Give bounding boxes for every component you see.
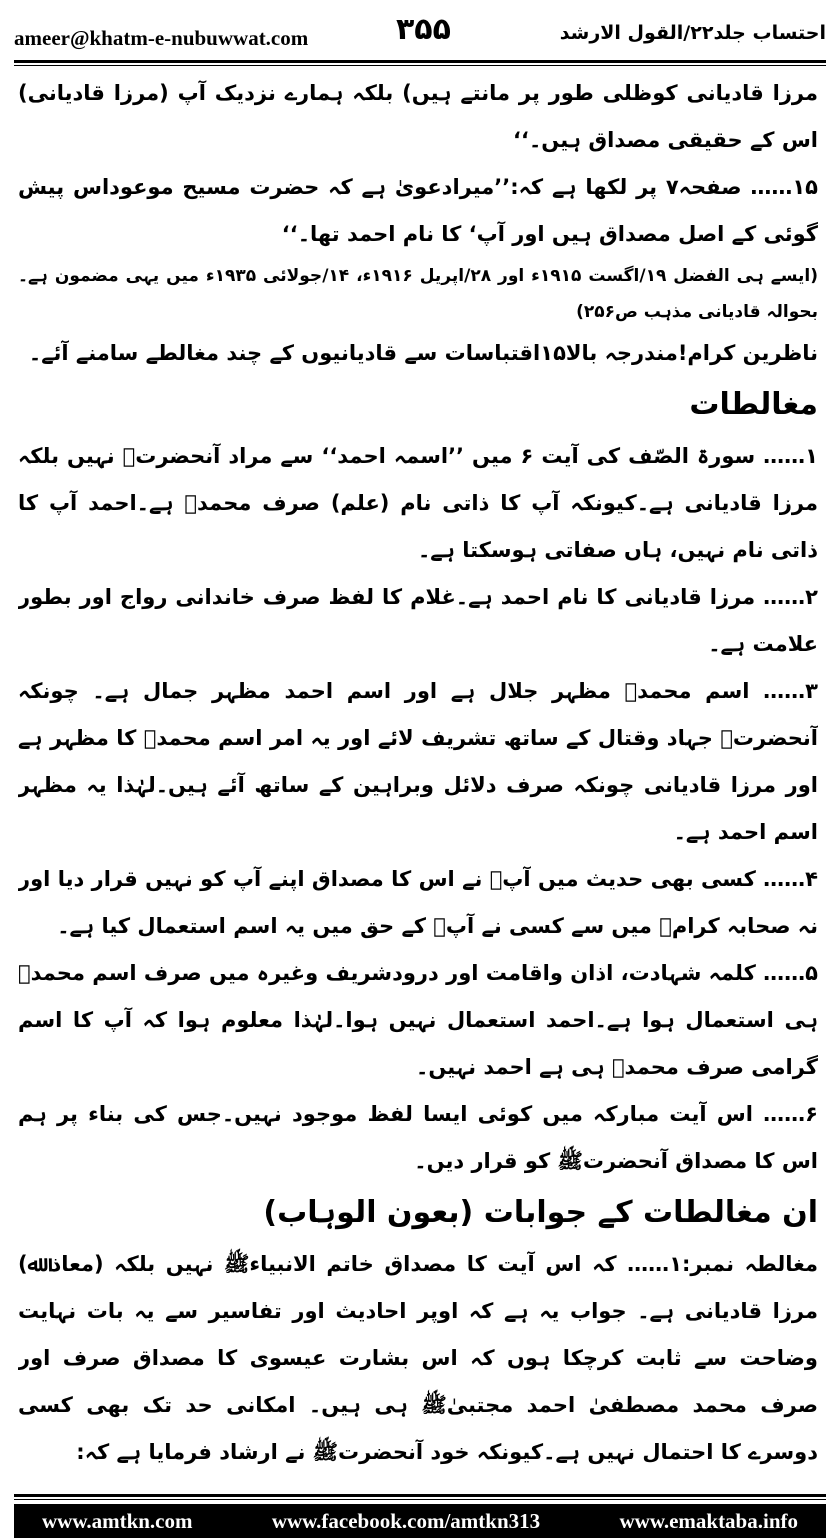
fallacy-2: ۲…… مرزا قادیانی کا نام احمد ہے۔غلام کا لفظ صرف خاندانی رواج اور بطور علامت ہے۔	[18, 585, 818, 656]
fallacy-1: ۱…… سورۃ الصّف کی آیت ۶ میں ’’اسمہ احمد‘‘ سے مراد آنحضرتﷺ نہیں بلکہ مرزا قادیانی ہے۔کیونکہ آپ کا ذاتی نام (علم) صرف محمدؐ ہے۔احمد آپ کا ذاتی نام نہیں، ہاں صفاتی ہوسکتا ہے۔	[18, 444, 818, 562]
paragraph-15: ۱۵…… صفحہ۷ پر لکھا ہے کہ:’’میرادعویٰ ہے کہ حضرت مسیح موعوداس پیش گوئی کے اصل مصداق ہیں اور آپ‘ کا نام احمد تھا۔‘‘	[18, 175, 818, 246]
paragraph-intro: ناظرین کرام!مندرجہ بالا۱۵اقتباسات سے قادیانیوں کے چند مغالطے سامنے آئے۔	[28, 341, 818, 365]
footer-link-facebook[interactable]: www.facebook.com/amtkn313	[271, 1508, 541, 1533]
book-title: احتساب جلد۲۲/القول الارشد	[559, 22, 826, 44]
page-body	[18, 70, 818, 1488]
footer-link-amtkn[interactable]: www.amtkn.com	[42, 1508, 193, 1533]
email-address: ameer@khatm-e-nubuwwat.com	[14, 26, 309, 50]
reference-note: (ایسے ہی الفضل ۱۹/اگست ۱۹۱۵ء اور ۲۸/اپریل ۱۹۱۶ء، ۱۴/جولائی ۱۹۳۵ء میں یہی مضمون ہے۔بحوالہ قادیانی مذہب ص۲۵۶)	[18, 266, 818, 322]
paragraph-continuation: مرزا قادیانی کوظلی طور پر مانتے ہیں) بلکہ ہمارے نزدیک آپ (مرزا قادیانی) اس کے حقیقی مصداق ہیں۔‘‘	[18, 81, 818, 152]
page-footer	[14, 1504, 826, 1538]
fallacy-5: ۵…… کلمہ شہادت، اذان واقامت اور درودشریف وغیرہ میں صرف اسم محمدؐ ہی استعمال ہوا ہے۔احمد استعمال نہیں ہوا۔لہٰذا معلوم ہوا کہ آپ کا اسم گرامی صرف محمدؐ ہی ہے احمد نہیں۔	[18, 961, 818, 1079]
header-rule-thin	[14, 65, 826, 66]
section-heading-answers: ان مغالطات کے جوابات (بعون الوہاب)	[263, 1195, 818, 1230]
answer-1: مغالطہ نمبر:۱…… کہ اس آیت کا مصداق خاتم الانبیاءﷺ نہیں بلکہ (معاذ ﷲ) مرزا قادیانی ہے۔ جواب یہ ہے کہ اوپر احادیث اور تفاسیر سے یہ بات نہایت وضاحت سے ثابت کرچکا ہوں کہ اس بشارت عیسوی کا مصداق صرف اور صرف محمد مصطفیٰ احمد مجتبیٰﷺ ہی ہیں۔ امکانی حد تک بھی کسی دوسرے کا احتمال نہیں ہے۔کیونکہ خود آنحضرتﷺ نے ارشاد فرمایا ہے کہ:	[18, 1252, 818, 1464]
page-header	[14, 8, 826, 56]
footer-link-emaktaba[interactable]: www.emaktaba.info	[619, 1508, 798, 1533]
fallacy-3: ۳…… اسم محمدؐ مظہر جلال ہے اور اسم احمد مظہر جمال ہے۔ چونکہ آنحضرتﷺ جہاد وقتال کے ساتھ تشریف لائے اور یہ امر اسم محمدؐ کا مظہر ہے اور مرزا قادیانی چونکہ صرف دلائل وبراہین کے ساتھ آئے ہیں۔لہٰذا یہ مظہر اسم احمد ہے۔	[18, 679, 818, 844]
footer-rule-thin	[14, 1499, 826, 1500]
fallacy-4: ۴…… کسی بھی حدیث میں آپؐ نے اس کا مصداق اپنے آپ کو نہیں قرار دیا اور نہ صحابہ کرامؓ میں سے کسی نے آپؐ کے حق میں یہ اسم استعمال کیا ہے۔	[18, 867, 818, 938]
footer-rule	[14, 1494, 826, 1497]
fallacy-6: ۶…… اس آیت مبارکہ میں کوئی ایسا لفظ موجود نہیں۔جس کی بناء پر ہم اس کا مصداق آنحضرتﷺ کو قرار دیں۔	[18, 1102, 818, 1173]
page-number: ۳۵۵	[396, 12, 451, 47]
header-rule	[14, 60, 826, 63]
section-heading-fallacies: مغالطات	[689, 387, 818, 422]
